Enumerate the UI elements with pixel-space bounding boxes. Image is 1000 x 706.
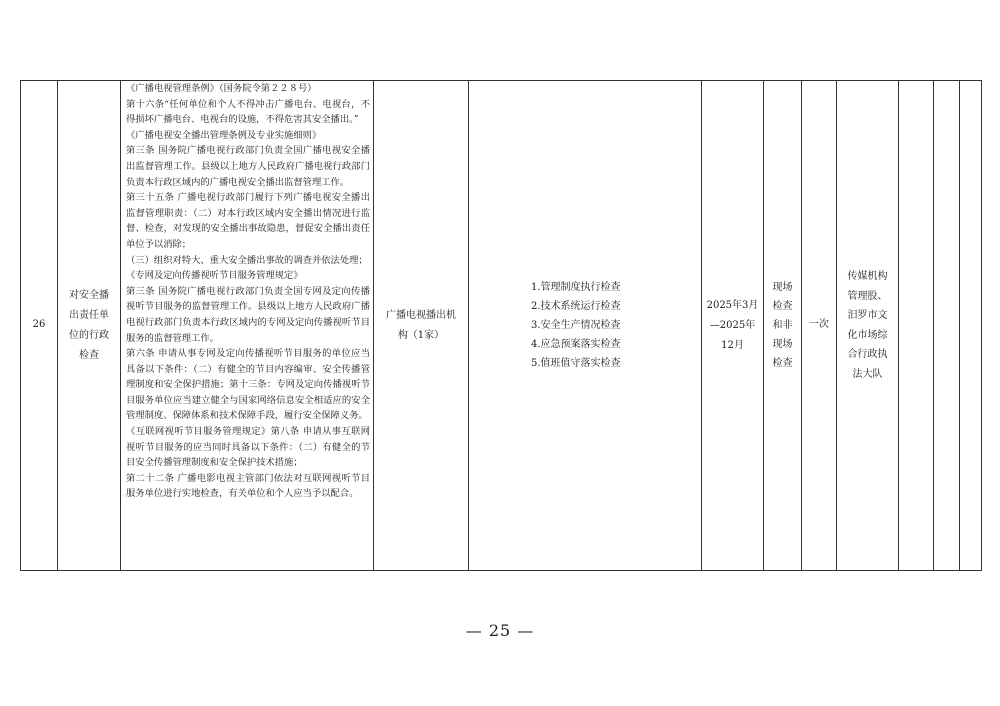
row-number: 26 <box>21 81 58 571</box>
legal-basis-paragraph: 《专网及定向传播视听节目服务管理规定》 <box>126 270 303 282</box>
legal-basis-paragraph: 第三十五条 广播电视行政部门履行下列广播电视安全播出监督管理职责：（二）对本行政区域内安全播出情况进行监督、检查，对发现的安全播出事故隐患，督促安全播出责任单位予以消除； <box>126 192 370 250</box>
legal-basis-paragraph: 第二十二条 广播电影电视主管部门依法对互联网视听节目服务单位进行实地检查，有关单位和个人应当予以配合。 <box>126 472 370 500</box>
inspection-method-text: 现场检查和非现场检查 <box>772 282 793 369</box>
check-item: 2.技术系统运行检查 <box>531 301 621 312</box>
inspection-table <box>20 80 982 571</box>
check-item: 5.值班值守落实检查 <box>531 358 621 369</box>
legal-basis-paragraph: 第十六条“任何单位和个人不得冲击广播电台、电视台，不得损坏广播电台、电视台的设施，不得危害其安全播出。” <box>126 98 370 126</box>
responsible-agency-text: 传媒机构管理股、汨罗市文化市场综合行政执法大队 <box>847 271 888 380</box>
table-row <box>21 81 982 571</box>
check-item: 3.安全生产情况检查 <box>531 320 621 331</box>
legal-basis-paragraph: 《广播电视安全播出管理条例及专业实施细则》 <box>126 129 322 141</box>
legal-basis-paragraph: 《互联网视听节目服务管理规定》第八条 申请从事互联网视听节目服务的应当同时具备以下条件：（二）有健全的节目安全传播管理制度和安全保护技术措施； <box>126 426 370 469</box>
inspection-time-text: 2025年3月—2025年12月 <box>706 299 759 351</box>
inspection-frequency: 一次 <box>802 81 837 571</box>
page-number: — 25 — <box>465 621 535 640</box>
legal-basis <box>121 81 374 571</box>
inspection-target-text: 广播电视播出机构（1家） <box>386 309 456 341</box>
responsible-agency <box>837 81 899 571</box>
legal-basis-paragraph: 第六条 申请从事专网及定向传播视听节目服务的单位应当具备以下条件：（二）有健全的节目内容编审、安全传播管理制度和安全保护措施；第十三条：专网及定向传播视听节目服务单位应当建立健全与国家网络信息安全相适应的安全管理制度、保障体系和技术保障手段，履行安全保障义务。 <box>126 348 370 422</box>
inspection-target <box>374 81 469 571</box>
item-name <box>58 81 121 571</box>
legal-basis-paragraph: （三）组织对特大、重大安全播出事故的调查并依法处理； <box>126 254 368 266</box>
legal-basis-paragraph: 《广播电视管理条例》（国务院令第２２８号） <box>126 83 317 94</box>
check-items <box>469 81 702 571</box>
item-name-text: 对安全播出责任单位的行政检查 <box>69 289 109 361</box>
inspection-time <box>702 81 764 571</box>
legal-basis-paragraph: 第三条 国务院广播电视行政部门负责全国广播电视安全播出监督管理工作。县级以上地方人民政府广播电视行政部门负责本行政区域内的广播电视安全播出监督管理工作。 <box>126 145 370 188</box>
check-item: 4.应急预案落实检查 <box>531 339 621 350</box>
inspection-method <box>764 81 802 571</box>
extra-column-2 <box>934 81 960 571</box>
extra-column-3 <box>960 81 982 571</box>
extra-column-1 <box>899 81 934 571</box>
check-item: 1.管理制度执行检查 <box>531 282 621 293</box>
legal-basis-paragraph: 第三条 国务院广播电视行政部门负责全国专网及定向传播视听节目服务的监督管理工作。县级以上地方人民政府广播电视行政部门负责本行政区域内的专网及定向传播视听节目服务的监督管理工作。 <box>126 285 370 344</box>
